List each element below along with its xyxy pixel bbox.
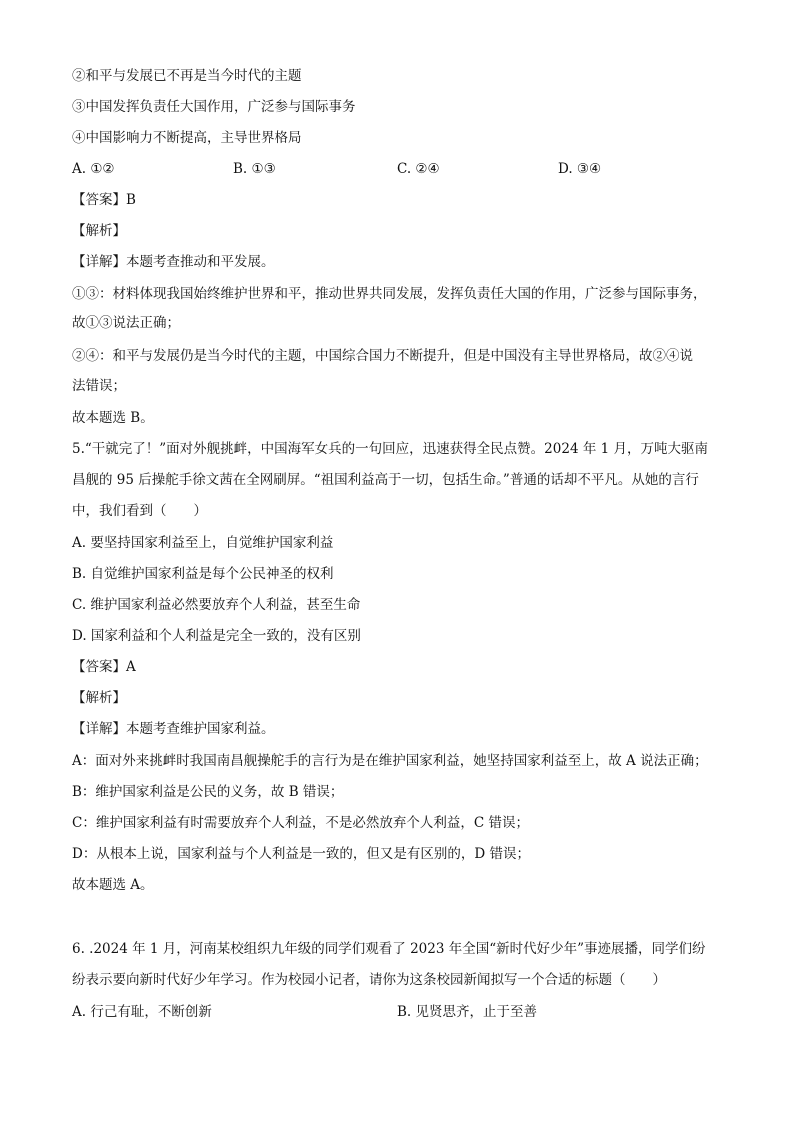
- q6-option-b: B. 见贤思齐，止于至善: [397, 1004, 538, 1020]
- q5-stem-line: 5.“干就完了！”面对外舰挑衅，中国海军女兵的一句回应，迅速获得全民点赞。2024 年 1 月，万吨大驱南: [72, 441, 709, 457]
- q4-analysis-heading: 【解析】: [72, 223, 126, 239]
- q6-options: [72, 1002, 732, 1022]
- q5-explanation-line: D：从根本上说，国家利益与个人利益是一致的，但又是有区别的，D 错误；: [72, 846, 530, 862]
- q5-explanation-line: C：维护国家利益有时需要放弃个人利益，不是必然放弃个人利益，C 错误；: [72, 815, 529, 831]
- q4-explanation-line: ②④：和平与发展仍是当今时代的主题，中国综合国力不断提升，但是中国没有主导世界格局，故②④说: [72, 348, 693, 364]
- q4-option-a: A. ①②: [72, 161, 115, 177]
- q4-detail: 【详解】本题考查推动和平发展。: [72, 254, 275, 270]
- q6-stem-line: 6. .2024 年 1 月，河南某校组织九年级的同学们观看了 2023 年全国“新时代好少年”事迹展播，同学们纷: [72, 941, 706, 957]
- q5-conclusion: 故本题选 A。: [72, 877, 154, 893]
- q6-stem-line: 纷表示要向新时代好少年学习。作为校园小记者，请你为这条校园新闻拟写一个合适的标题（ ）: [72, 972, 666, 988]
- q5-explanation-line: A：面对外来挑衅时我国南昌舰操舵手的言行为是在维护国家利益，她坚持国家利益至上，故 A 说法正确；: [72, 753, 708, 769]
- q5-option-b: B. 自觉维护国家利益是每个公民神圣的权利: [72, 566, 334, 582]
- q6-option-a: A. 行己有耻，不断创新: [72, 1004, 212, 1020]
- q5-analysis-heading: 【解析】: [72, 690, 126, 706]
- q4-explanation-line: 法错误；: [72, 378, 126, 394]
- q4-explanation-line: ①③：材料体现我国始终维护世界和平，推动世界共同发展，发挥负责任大国的作用，广泛参与国际事务，: [72, 286, 707, 302]
- q5-option-a: A. 要坚持国家利益至上，自觉维护国家利益: [72, 535, 334, 551]
- q4-conclusion: 故本题选 B。: [72, 410, 154, 426]
- q4-statement-3: ③中国发挥负责任大国作用，广泛参与国际事务: [72, 99, 356, 115]
- q4-options: [72, 159, 732, 179]
- q4-option-d: D. ③④: [558, 161, 602, 177]
- q4-explanation-line: 故①③说法正确；: [72, 315, 180, 331]
- q4-statement-4: ④中国影响力不断提高，主导世界格局: [72, 130, 302, 146]
- q4-answer: 【答案】B: [72, 192, 136, 208]
- q4-option-c: C. ②④: [397, 161, 440, 177]
- q5-option-d: D. 国家利益和个人利益是完全一致的，没有区别: [72, 628, 361, 644]
- q4-statement-2: ②和平与发展已不再是当今时代的主题: [72, 68, 302, 84]
- q5-answer: 【答案】A: [72, 659, 136, 675]
- q5-explanation-line: B：维护国家利益是公民的义务，故 B 错误；: [72, 784, 344, 800]
- q5-option-c: C. 维护国家利益必然要放弃个人利益，甚至生命: [72, 597, 361, 613]
- q5-stem-line: 中，我们看到（ ）: [72, 503, 207, 519]
- q5-stem-line: 昌舰的 95 后操舵手徐文茜在全网刷屏。“祖国利益高于一切，包括生命。”普通的话却不平凡。从她的言行: [72, 472, 699, 488]
- q4-option-b: B. ①③: [233, 161, 276, 177]
- q5-detail: 【详解】本题考查维护国家利益。: [72, 721, 275, 737]
